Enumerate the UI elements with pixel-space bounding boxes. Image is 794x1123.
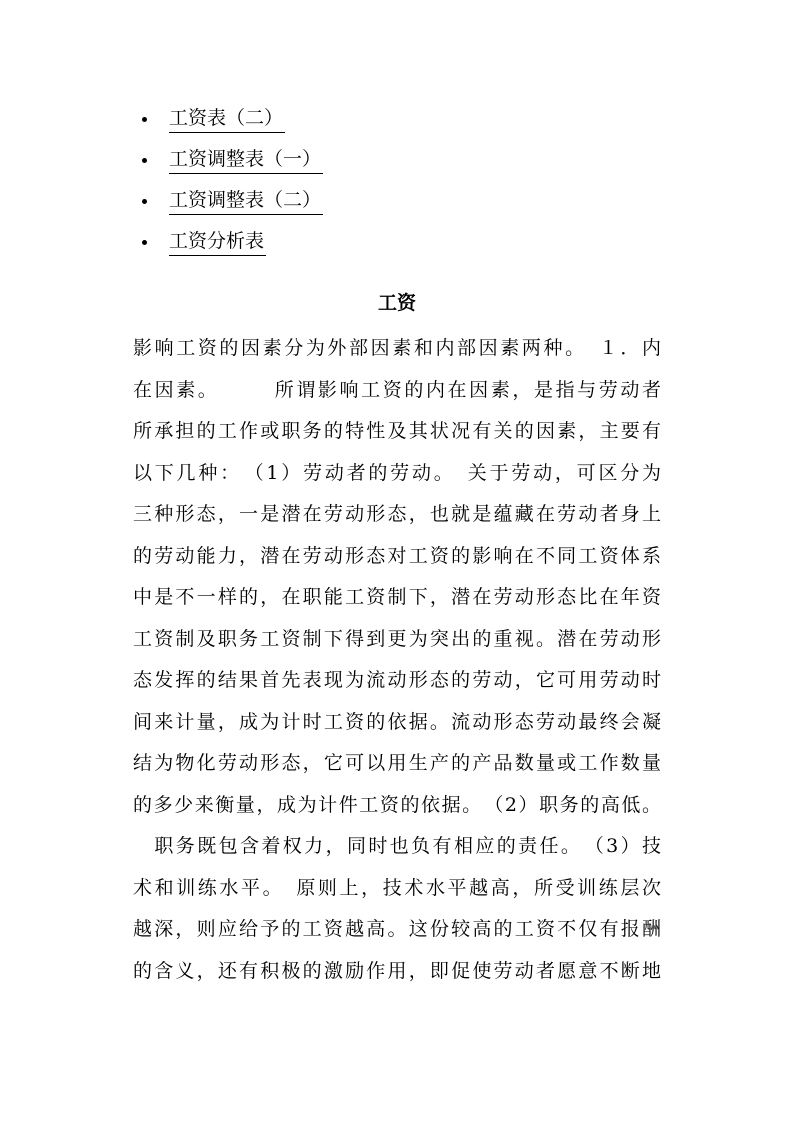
body-line: 所承担的工作或职务的特性及其状况有关的因素，主要有 (133, 420, 661, 442)
bullet-icon (142, 117, 147, 122)
body-line: 工资制及职务工资制下得到更为突出的重视。潜在劳动形 (133, 627, 661, 650)
body-line: 中是不一样的，在职能工资制下，潜在劳动形态比在年资 (133, 586, 661, 608)
body-line: 术和训练水平。 原则上，技术水平越高，所受训练层次 (133, 876, 661, 899)
article-body (133, 328, 661, 992)
link-salary-table-2[interactable]: 工资表（二） (169, 104, 285, 133)
bullet-icon (142, 158, 147, 163)
body-line: 以下几种： （1）劳动者的劳动。 关于劳动，可区分为 (133, 461, 661, 484)
article-title: 工资 (377, 292, 416, 314)
body-line: 影响工资的因素分为外部因素和内部因素两种。 １．内 (133, 337, 661, 359)
body-line: 在因素。 所谓影响工资的内在因素，是指与劳动者 (133, 378, 661, 401)
bullet-icon (142, 240, 147, 245)
body-line: 职务既包含着权力，同时也负有相应的责任。 （3）技 (133, 835, 661, 857)
body-line: 的劳动能力，潜在劳动形态对工资的影响在不同工资体系 (133, 544, 661, 567)
body-line: 的多少来衡量，成为计件工资的依据。 （2）职务的高低。 (133, 793, 661, 816)
body-line: 结为物化劳动形态，它可以用生产的产品数量或工作数量 (133, 752, 661, 774)
body-line: 三种形态，一是潜在劳动形态，也就是蕴藏在劳动者身上 (133, 503, 661, 525)
body-line: 间来计量，成为计时工资的依据。流动形态劳动最终会凝 (133, 710, 661, 733)
link-salary-adjustment-table-2[interactable]: 工资调整表（二） (169, 186, 323, 215)
body-line: 越深，则应给予的工资越高。这份较高的工资不仅有报酬 (133, 918, 661, 940)
link-salary-analysis-table[interactable]: 工资分析表 (169, 227, 266, 256)
bullet-icon (142, 199, 147, 204)
link-salary-adjustment-table-1[interactable]: 工资调整表（一） (169, 145, 323, 174)
body-line: 的含义，还有积极的激励作用，即促使劳动者愿意不断地 (133, 959, 661, 982)
body-line: 态发挥的结果首先表现为流动形态的劳动，它可用劳动时 (133, 669, 661, 691)
